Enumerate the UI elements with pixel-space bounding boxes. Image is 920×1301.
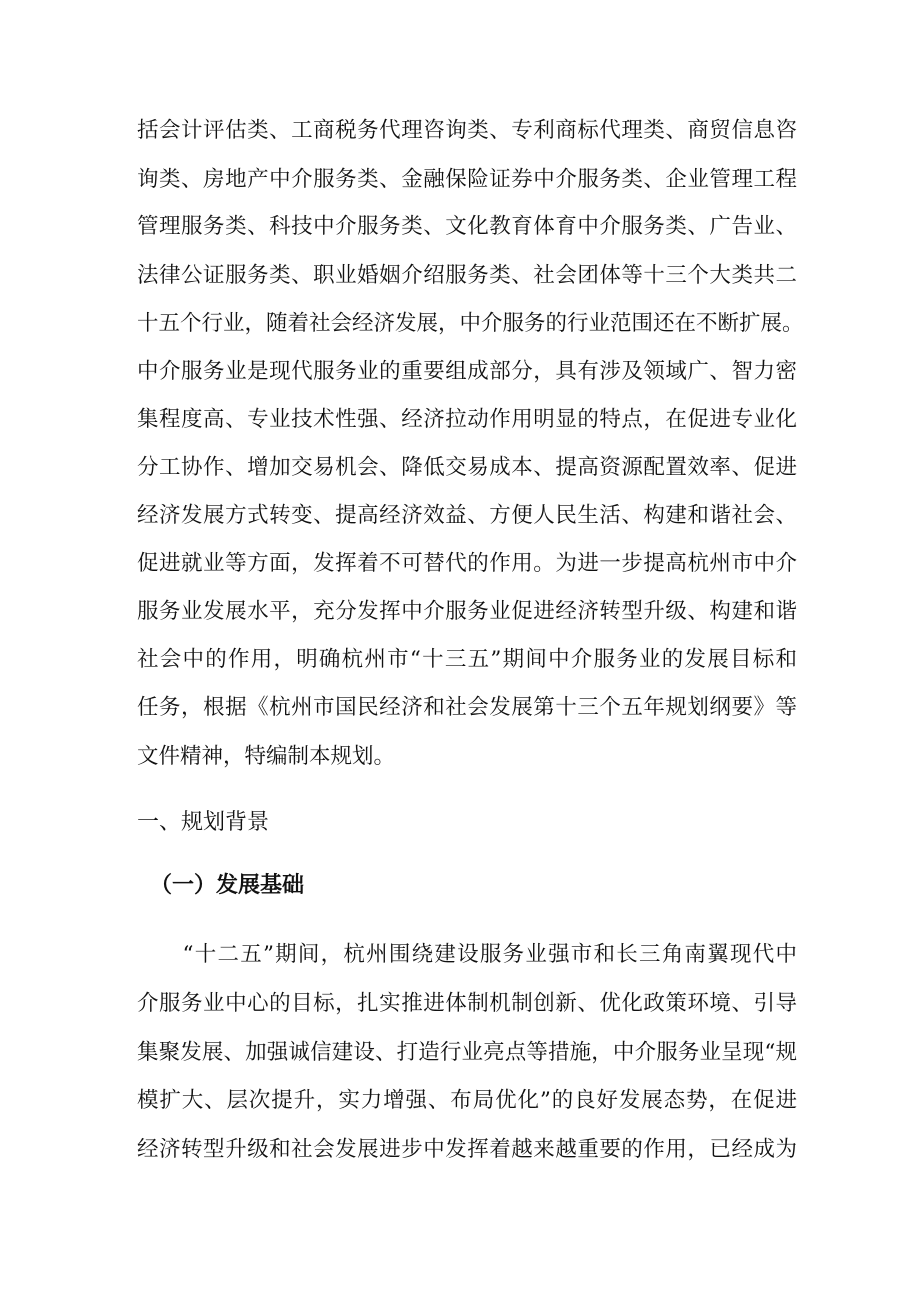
text-line: 经济转型升级和社会发展进步中发挥着越来越重要的作用，已经成为 (137, 1137, 797, 1162)
text-line: 介服务业中心的目标，扎实推进体制机制创新、优化政策环境、引导 (137, 991, 797, 1016)
text-line: 经济发展方式转变、提高经济效益、方便人民生活、构建和谐社会、 (137, 503, 797, 528)
text-line: 管理服务类、科技中介服务类、文化教育体育中介服务类、广告业、 (137, 214, 797, 239)
text-line: 分工协作、增加交易机会、降低交易成本、提高资源配置效率、促进 (137, 455, 797, 480)
text-line: 询类、房地产中介服务类、金融保险证券中介服务类、企业管理工程 (137, 167, 797, 192)
subsection-heading: （一）发展基础 (150, 873, 305, 898)
text-line: 模扩大、层次提升，实力增强、布局优化”的良好发展态势，在促进 (137, 1088, 797, 1113)
text-line: 促进就业等方面，发挥着不可替代的作用。为进一步提高杭州市中介 (137, 551, 797, 576)
text-line: 中介服务业是现代服务业的重要组成部分，具有涉及领域广、智力密 (137, 359, 797, 384)
text-line: “十二五”期间，杭州围绕建设服务业强市和长三角南翼现代中 (137, 942, 797, 967)
text-line: 集程度高、专业技术性强、经济拉动作用明显的特点，在促进专业化 (137, 407, 797, 432)
section-heading: 一、规划背景 (137, 810, 270, 835)
text-line: 法律公证服务类、职业婚姻介绍服务类、社会团体等十三个大类共二 (137, 263, 797, 288)
text-line: 文件精神，特编制本规划。 (137, 744, 396, 769)
text-line: 任务，根据《杭州市国民经济和社会发展第十三个五年规划纲要》等 (137, 695, 797, 720)
text-line: 服务业发展水平，充分发挥中介服务业促进经济转型升级、构建和谐 (137, 599, 797, 624)
text-line: 十五个行业，随着社会经济发展，中介服务的行业范围还在不断扩展。 (137, 311, 804, 336)
text-line: 社会中的作用，明确杭州市“十三五”期间中介服务业的发展目标和 (137, 647, 797, 672)
text-line: 括会计评估类、工商税务代理咨询类、专利商标代理类、商贸信息咨 (137, 118, 797, 143)
text-line: 集聚发展、加强诚信建设、打造行业亮点等措施，中介服务业呈现“规 (137, 1040, 797, 1065)
